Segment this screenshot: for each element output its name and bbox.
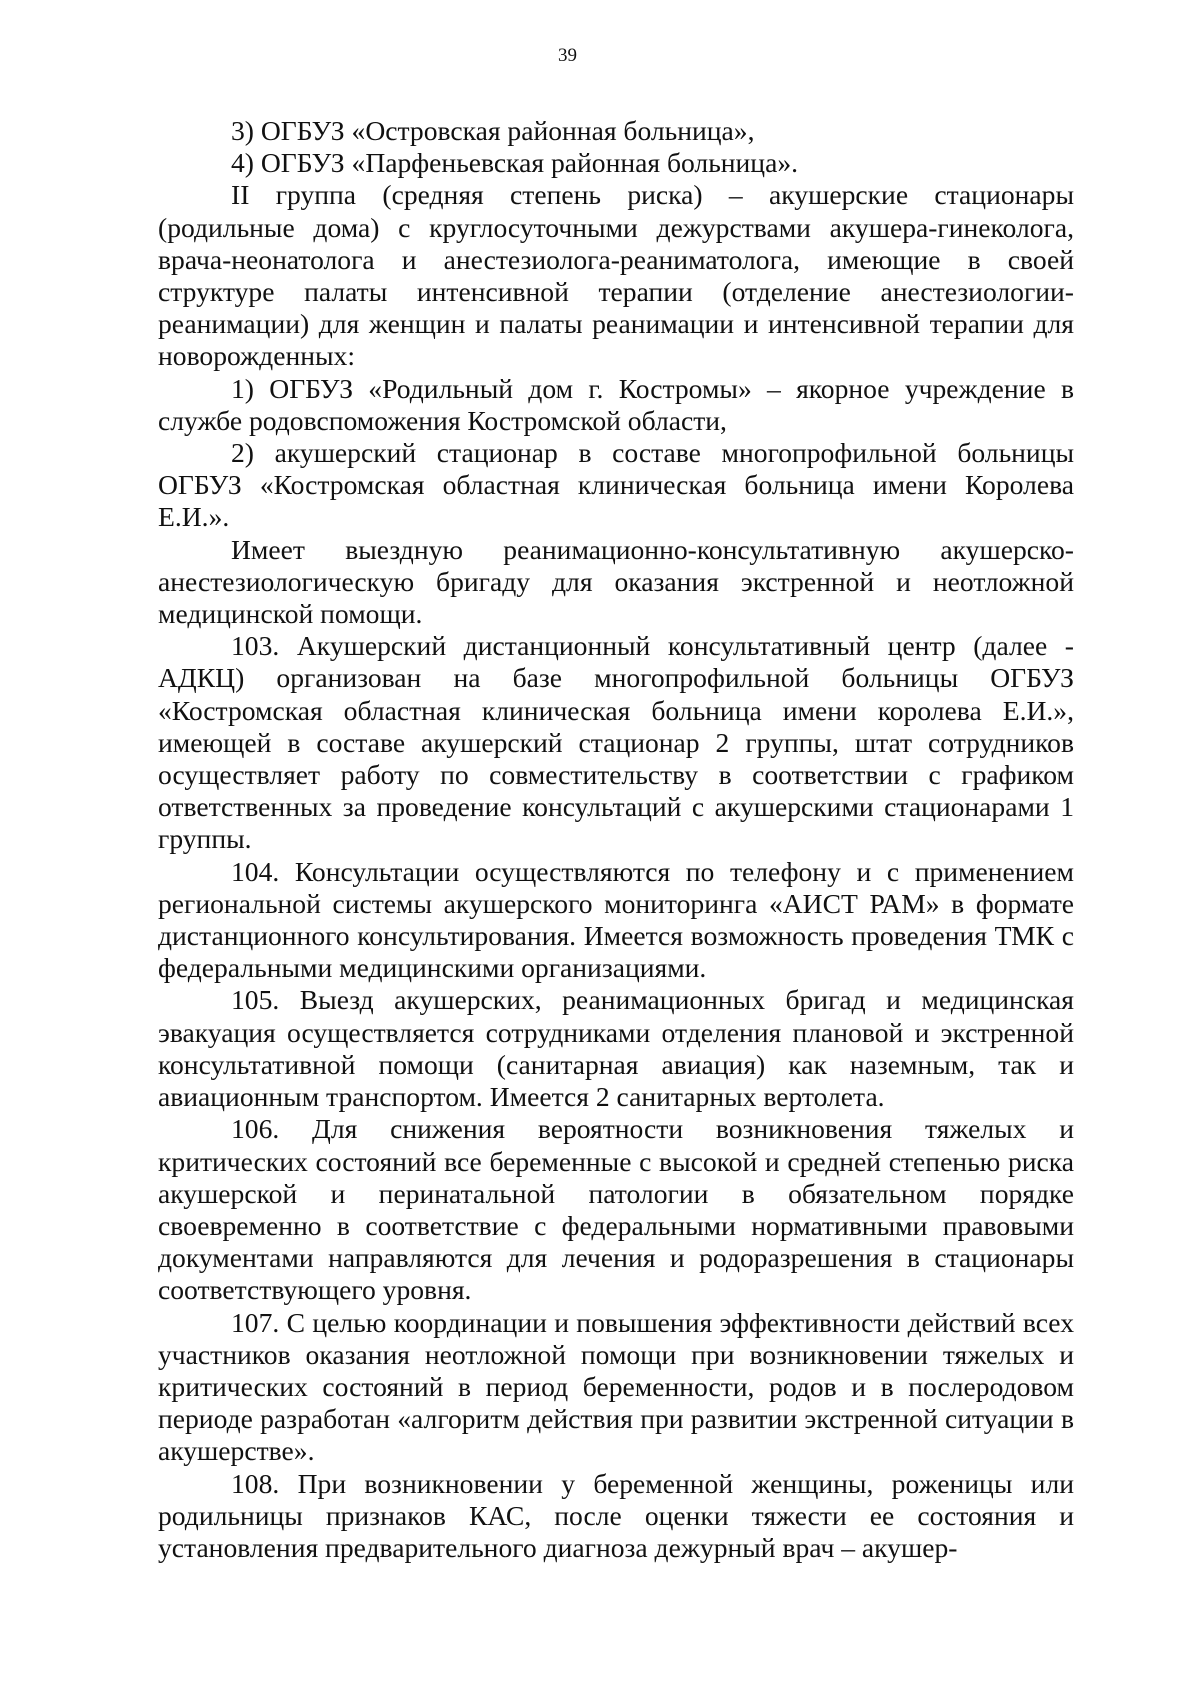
group-2-item-1: 1) ОГБУЗ «Родильный дом г. Костромы» – якорное учреждение в службе родовспоможения Костромской области, <box>158 372 1074 436</box>
group-2-description: II группа (средняя степень риска) – акушерские стационары (родильные дома) с круглосуточными дежурствами акушера-гинеколога, врача-неонатолога и анестезиолога-реаниматолога, имеющие в своей структуре палаты интенсивной терапии (отделение анестезиологии-реанимации) для женщин и палаты реанимации и интенсивной терапии для новорожденных: <box>158 179 1074 372</box>
list-item-hospital-4: 4) ОГБУЗ «Парфеньевская районная больница». <box>231 147 799 179</box>
group-2-item-2: 2) акушерский стационар в составе многопрофильной больницы ОГБУЗ «Костромская областная клиническая больница имени Королева Е.И.». <box>158 437 1074 533</box>
list-item-hospital-3: 3) ОГБУЗ «Островская районная больница», <box>231 115 755 146</box>
paragraph-106: 106. Для снижения вероятности возникновения тяжелых и критических состояний все беременные с высокой и средней степенью риска акушерской и перинатальной патологии в обязательном порядке своевременно в соответствие с федеральными нормативными правовыми документами направляются для лечения и родоразрешения в стационары соответствующего уровня. <box>158 1113 1074 1306</box>
paragraph-105: 105. Выезд акушерских, реанимационных бригад и медицинская эвакуация осуществляется сотрудниками отделения плановой и экстренной консультативной помощи (санитарная авиация) как наземным, так и авиационным транспортом. Имеется 2 санитарных вертолета. <box>158 984 1074 1113</box>
brigade-paragraph: Имеет выездную реанимационно-консультативную акушерско-анестезиологическую бригаду для оказания экстренной и неотложной медицинской помощи. <box>158 533 1074 630</box>
paragraph-108: 108. При возникновении у беременной женщины, роженицы или родильницы признаков КАС, после оценки тяжести ее состояния и установления предварительного диагноза дежурный врач – акушер- <box>158 1467 1074 1563</box>
paragraph-104: 104. Консультации осуществляются по телефону и с применением региональной системы акушерского мониторинга «АИСТ РАМ» в формате дистанционного консультирования. Имеется возможность проведения ТМК с федеральными медицинскими организациями. <box>158 855 1074 984</box>
page-number: 39 <box>558 45 577 66</box>
paragraph-103: 103. Акушерский дистанционный консультативный центр (далее - АДКЦ) организован на базе многопрофильной больницы ОГБУЗ «Костромская областная клиническая больница имени королева Е.И.», имеющей в составе акушерский стационар 2 группы, штат сотрудников осуществляет работу по совместительству в соответствии с графиком ответственных за проведение консультаций с акушерскими стационарами 1 группы. <box>158 630 1074 855</box>
paragraph-107: 107. С целью координации и повышения эффективности действий всех участников оказания неотложной помощи при возникновении тяжелых и критических состояний в период беременности, родов и в послеродовом периоде разработан «алгоритм действия при развитии экстренной ситуации в акушерстве». <box>158 1306 1074 1467</box>
document-body <box>158 115 1074 1564</box>
